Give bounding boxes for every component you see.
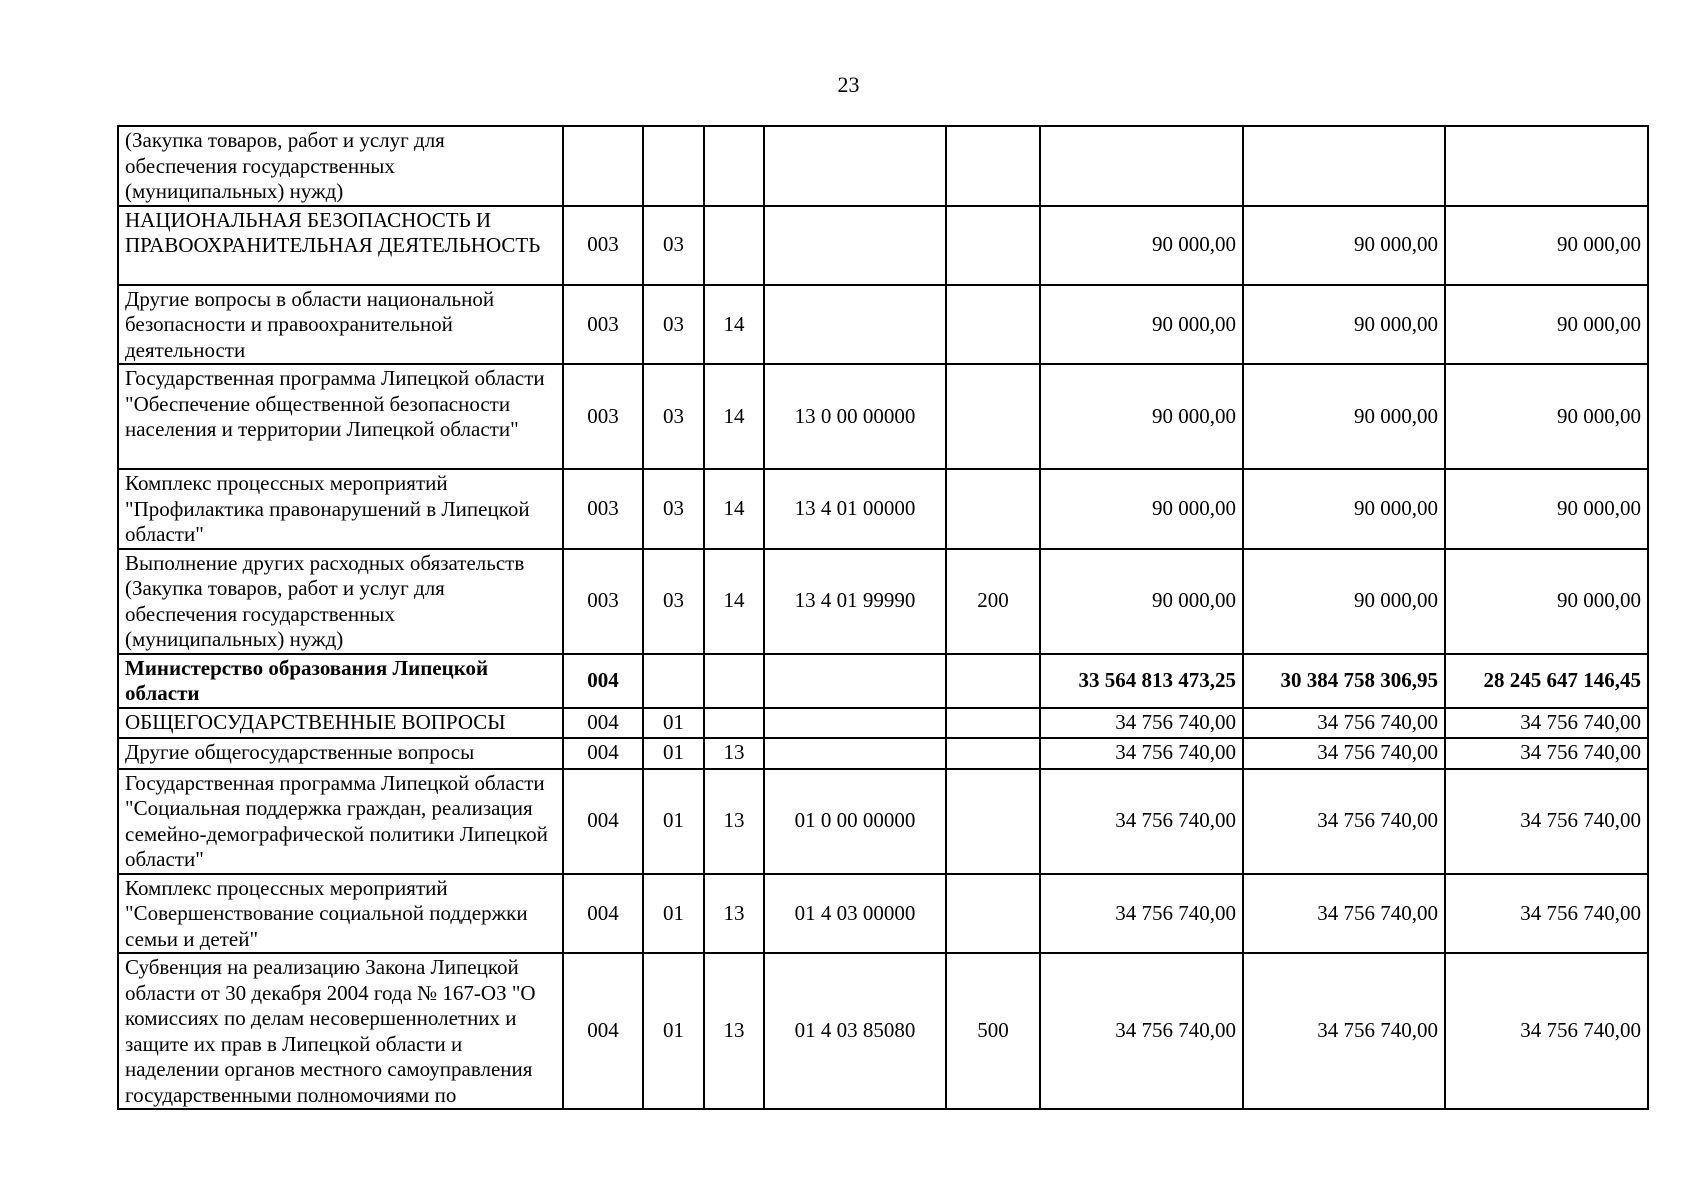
cell-amount-2: 90 000,00 xyxy=(1243,549,1445,654)
cell-target-article xyxy=(764,708,946,738)
cell-expense-type xyxy=(946,738,1040,769)
table-row xyxy=(118,953,1648,1109)
cell-target-article: 01 0 00 00000 xyxy=(764,769,946,874)
cell-amount-3: 34 756 740,00 xyxy=(1445,738,1648,769)
cell-amount-1: 90 000,00 xyxy=(1040,364,1243,469)
cell-section-code xyxy=(643,654,704,708)
cell-target-article xyxy=(764,126,946,206)
cell-section-code: 01 xyxy=(643,769,704,874)
cell-section-code: 03 xyxy=(643,206,704,285)
cell-ved-code: 004 xyxy=(563,738,643,769)
cell-subsection-code: 13 xyxy=(704,738,764,769)
cell-target-article xyxy=(764,285,946,365)
cell-amount-3: 90 000,00 xyxy=(1445,206,1648,285)
cell-amount-2: 34 756 740,00 xyxy=(1243,738,1445,769)
cell-amount-3: 34 756 740,00 xyxy=(1445,769,1648,874)
cell-expense-type xyxy=(946,769,1040,874)
cell-target-article xyxy=(764,654,946,708)
cell-amount-3: 90 000,00 xyxy=(1445,549,1648,654)
budget-table xyxy=(117,125,1649,1110)
cell-target-article: 01 4 03 85080 xyxy=(764,953,946,1109)
cell-amount-2 xyxy=(1243,126,1445,206)
cell-name: Государственная программа Липецкой области "Обеспечение общественной безопасности населения и территории Липецкой области" xyxy=(118,364,563,469)
cell-ved-code: 004 xyxy=(563,708,643,738)
cell-name: Другие вопросы в области национальной безопасности и правоохранительной деятельности xyxy=(118,285,563,365)
cell-expense-type xyxy=(946,654,1040,708)
table-row xyxy=(118,206,1648,285)
cell-subsection-code: 13 xyxy=(704,874,764,954)
cell-section-code: 01 xyxy=(643,953,704,1109)
cell-section-code: 03 xyxy=(643,549,704,654)
cell-subsection-code: 13 xyxy=(704,769,764,874)
cell-amount-2: 34 756 740,00 xyxy=(1243,953,1445,1109)
cell-amount-3: 34 756 740,00 xyxy=(1445,874,1648,954)
cell-ved-code: 004 xyxy=(563,769,643,874)
page-number: 23 xyxy=(837,72,860,97)
cell-ved-code xyxy=(563,126,643,206)
cell-amount-1 xyxy=(1040,126,1243,206)
cell-expense-type xyxy=(946,126,1040,206)
cell-target-article: 13 4 01 00000 xyxy=(764,469,946,549)
cell-expense-type: 500 xyxy=(946,953,1040,1109)
cell-section-code xyxy=(643,126,704,206)
cell-section-code: 01 xyxy=(643,874,704,954)
cell-amount-1: 34 756 740,00 xyxy=(1040,953,1243,1109)
cell-name: Комплекс процессных мероприятий "Совершенствование социальной поддержки семьи и детей" xyxy=(118,874,563,954)
cell-name: (Закупка товаров, работ и услуг для обеспечения государственных (муниципальных) нужд) xyxy=(118,126,563,206)
cell-name: Государственная программа Липецкой области "Социальная поддержка граждан, реализация семейно-демографической политики Липецкой области" xyxy=(118,769,563,874)
table-row xyxy=(118,364,1648,469)
cell-ved-code: 004 xyxy=(563,953,643,1109)
cell-amount-2: 34 756 740,00 xyxy=(1243,708,1445,738)
cell-amount-2: 90 000,00 xyxy=(1243,206,1445,285)
table-row xyxy=(118,285,1648,365)
cell-name: Выполнение других расходных обязательств (Закупка товаров, работ и услуг для обеспечения государственных (муниципальных) нужд) xyxy=(118,549,563,654)
cell-amount-2: 30 384 758 306,95 xyxy=(1243,654,1445,708)
cell-expense-type xyxy=(946,708,1040,738)
cell-amount-2: 34 756 740,00 xyxy=(1243,874,1445,954)
cell-amount-1: 34 756 740,00 xyxy=(1040,708,1243,738)
cell-target-article: 01 4 03 00000 xyxy=(764,874,946,954)
cell-amount-3 xyxy=(1445,126,1648,206)
cell-expense-type: 200 xyxy=(946,549,1040,654)
cell-name: ОБЩЕГОСУДАРСТВЕННЫЕ ВОПРОСЫ xyxy=(118,708,563,738)
cell-subsection-code: 13 xyxy=(704,953,764,1109)
table-row xyxy=(118,738,1648,769)
table-row xyxy=(118,769,1648,874)
table-row xyxy=(118,708,1648,738)
cell-amount-2: 34 756 740,00 xyxy=(1243,769,1445,874)
cell-amount-3: 90 000,00 xyxy=(1445,285,1648,365)
cell-name: Комплекс процессных мероприятий "Профилактика правонарушений в Липецкой области" xyxy=(118,469,563,549)
table-row xyxy=(118,654,1648,708)
cell-section-code: 03 xyxy=(643,469,704,549)
cell-amount-1: 90 000,00 xyxy=(1040,206,1243,285)
table-row xyxy=(118,549,1648,654)
cell-amount-3: 90 000,00 xyxy=(1445,364,1648,469)
cell-amount-3: 34 756 740,00 xyxy=(1445,708,1648,738)
cell-name: Другие общегосударственные вопросы xyxy=(118,738,563,769)
table-row xyxy=(118,874,1648,954)
table-row xyxy=(118,469,1648,549)
cell-ved-code: 004 xyxy=(563,874,643,954)
cell-expense-type xyxy=(946,364,1040,469)
cell-ved-code: 003 xyxy=(563,364,643,469)
cell-subsection-code xyxy=(704,206,764,285)
cell-expense-type xyxy=(946,285,1040,365)
cell-amount-1: 33 564 813 473,25 xyxy=(1040,654,1243,708)
cell-section-code: 03 xyxy=(643,285,704,365)
cell-amount-2: 90 000,00 xyxy=(1243,469,1445,549)
table-body xyxy=(118,126,1648,1109)
cell-ved-code: 003 xyxy=(563,549,643,654)
cell-ved-code: 003 xyxy=(563,469,643,549)
cell-subsection-code: 14 xyxy=(704,549,764,654)
cell-subsection-code: 14 xyxy=(704,469,764,549)
cell-expense-type xyxy=(946,874,1040,954)
cell-section-code: 01 xyxy=(643,738,704,769)
cell-subsection-code xyxy=(704,708,764,738)
cell-amount-2: 90 000,00 xyxy=(1243,285,1445,365)
cell-amount-3: 90 000,00 xyxy=(1445,469,1648,549)
cell-subsection-code: 14 xyxy=(704,364,764,469)
cell-amount-2: 90 000,00 xyxy=(1243,364,1445,469)
cell-section-code: 01 xyxy=(643,708,704,738)
cell-target-article xyxy=(764,738,946,769)
table-row xyxy=(118,126,1648,206)
cell-expense-type xyxy=(946,206,1040,285)
cell-name: Субвенция на реализацию Закона Липецкой области от 30 декабря 2004 года № 167-ОЗ "О комиссиях по делам несовершеннолетних и защите их прав в Липецкой области и наделении органов местного самоуправления государственными полномочиями по xyxy=(118,953,563,1109)
cell-target-article: 13 0 00 00000 xyxy=(764,364,946,469)
cell-amount-1: 90 000,00 xyxy=(1040,469,1243,549)
cell-amount-1: 34 756 740,00 xyxy=(1040,769,1243,874)
cell-amount-1: 34 756 740,00 xyxy=(1040,874,1243,954)
cell-ved-code: 003 xyxy=(563,285,643,365)
cell-target-article xyxy=(764,206,946,285)
cell-subsection-code: 14 xyxy=(704,285,764,365)
cell-subsection-code xyxy=(704,654,764,708)
cell-ved-code: 003 xyxy=(563,206,643,285)
cell-amount-1: 34 756 740,00 xyxy=(1040,738,1243,769)
cell-amount-1: 90 000,00 xyxy=(1040,285,1243,365)
cell-ved-code: 004 xyxy=(563,654,643,708)
cell-amount-3: 34 756 740,00 xyxy=(1445,953,1648,1109)
cell-amount-1: 90 000,00 xyxy=(1040,549,1243,654)
cell-target-article: 13 4 01 99990 xyxy=(764,549,946,654)
cell-name: НАЦИОНАЛЬНАЯ БЕЗОПАСНОСТЬ И ПРАВООХРАНИТЕЛЬНАЯ ДЕЯТЕЛЬНОСТЬ xyxy=(118,206,563,285)
cell-section-code: 03 xyxy=(643,364,704,469)
cell-expense-type xyxy=(946,469,1040,549)
cell-amount-3: 28 245 647 146,45 xyxy=(1445,654,1648,708)
cell-subsection-code xyxy=(704,126,764,206)
cell-name: Министерство образования Липецкой области xyxy=(118,654,563,708)
